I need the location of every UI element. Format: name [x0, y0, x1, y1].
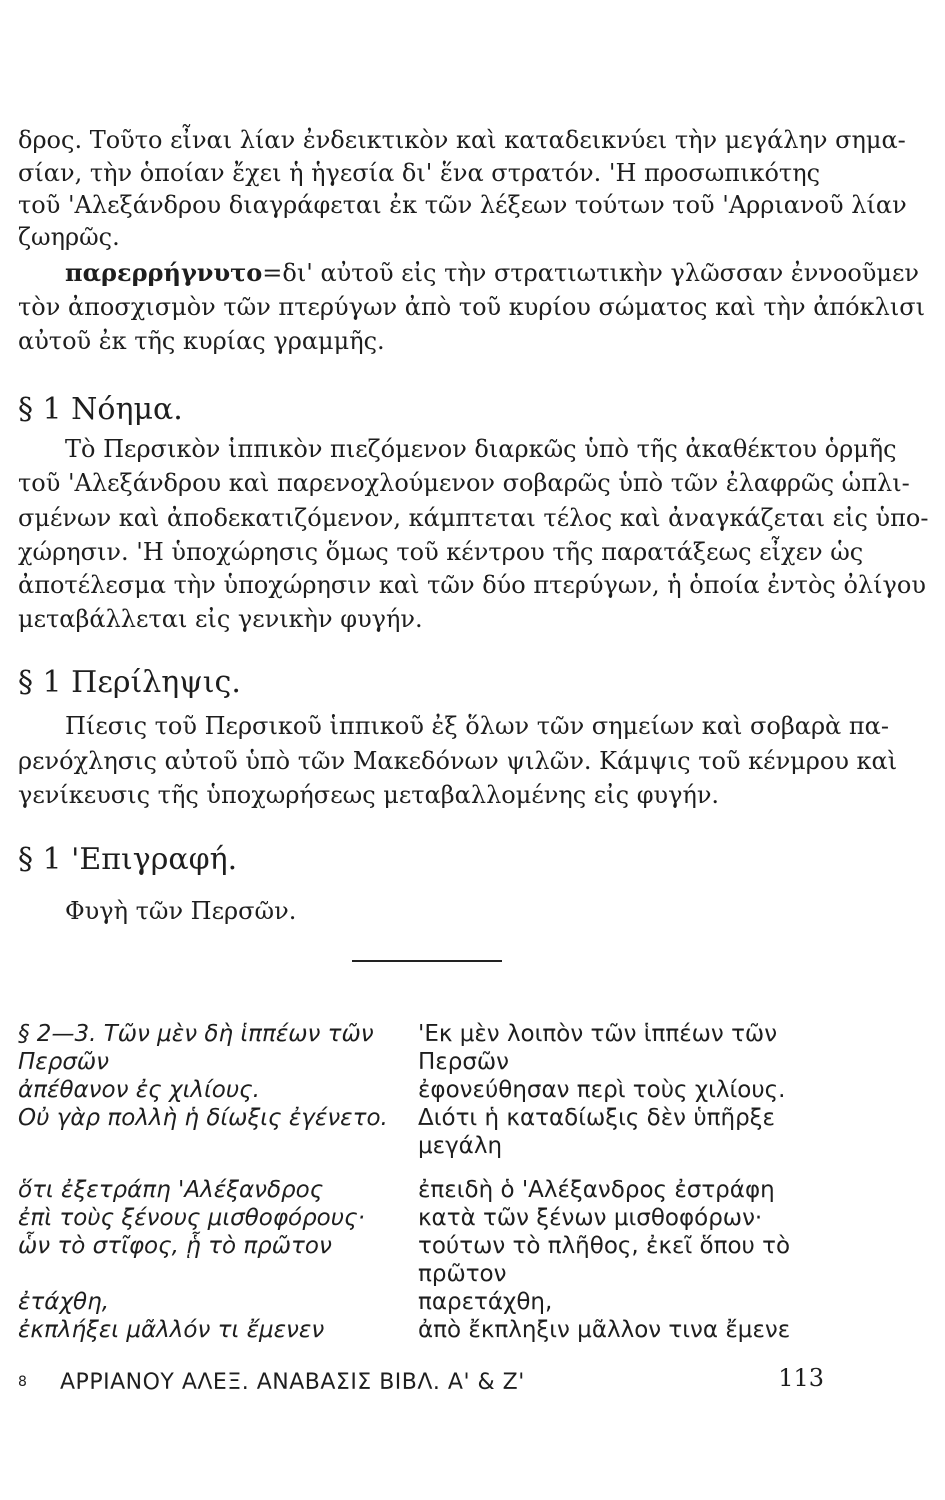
original-text-column [18, 1020, 403, 1344]
section-line: Φυγὴ τῶν Περσῶν. [65, 897, 297, 925]
section-line: σμένων καὶ ἀποδεκατιζόμενον, κάμπτεται τέλος καὶ ἀναγκάζεται εἰς ὑπο- [18, 504, 929, 532]
section-line: χώρησιν. 'Η ὑποχώρησις ὅμως τοῦ κέντρου τῆς παρατάξεως εἶχεν ὡς [18, 538, 864, 566]
section-line: ρενόχλησις αὐτοῦ ὑπὸ τῶν Μακεδόνων ψιλῶν. Κάμψις τοῦ κένμρου καὶ [18, 747, 898, 775]
original-line: ἀπέθανον ἐς χιλίους. [18, 1077, 260, 1103]
body-line: δρος. Τοῦτο εἶναι λίαν ἐνδεικτικὸν καὶ καταδεικνύει τὴν μεγάλην σημα- [18, 126, 906, 154]
page-number: 113 [778, 1364, 824, 1392]
term-def: =δι' αὐτοῦ εἰς τὴν στρατιωτικὴν γλῶσσαν ἐννοοῦμεν [262, 259, 919, 287]
original-line: ὅτι ἐξετράπη 'Αλέξανδρος [18, 1177, 324, 1203]
original-line: Περσῶν [18, 1049, 110, 1075]
spacer [18, 1160, 403, 1176]
running-title: ΑΡΡΙΑΝΟΥ ΑΛΕΞ. ΑΝΑΒΑΣΙΣ ΒΙΒΛ. Α' & Ζ' [60, 1370, 525, 1395]
original-line: Οὐ γὰρ πολλὴ ἡ δίωξις ἐγένετο. [18, 1105, 388, 1131]
translation-line: παρετάχθη, [418, 1289, 553, 1315]
translation-line: τούτων τὸ πλῆθος, ἐκεῖ ὅπου τὸ πρῶτον [418, 1233, 791, 1287]
body-line: σίαν, τὴν ὁποίαν ἔχει ἡ ἡγεσία δι' ἕνα στρατόν. 'Η προσωπικότης [18, 159, 821, 187]
section-line: ἀποτέλεσμα τὴν ὑποχώρησιν καὶ τῶν δύο πτερύγων, ἡ ὁποία ἐντὸς ὀλίγου [18, 571, 926, 599]
page-footer [18, 1364, 824, 1400]
translation-line: ἐφονεύθησαν περὶ τοὺς χιλίους. [418, 1077, 786, 1103]
original-line: ὧν τὸ στῖφος, ᾗ τὸ πρῶτον [18, 1233, 332, 1259]
original-line: ἐπὶ τοὺς ξένους μισθοφόρους· [18, 1205, 365, 1231]
original-line: ἐκπλήξει μᾶλλόν τι ἔμενεν [18, 1317, 325, 1343]
section-line: Πίεσις τοῦ Περσικοῦ ἱππικοῦ ἐξ ὅλων τῶν σημείων καὶ σοβαρὰ πα- [65, 712, 889, 740]
body-line: αὐτοῦ ἐκ τῆς κυρίας γραμμῆς. [18, 327, 385, 355]
section-heading-epigraphi: § 1 'Επιγραφή. [18, 842, 238, 877]
term-definition [65, 258, 919, 288]
signature-number: 8 [18, 1374, 27, 1390]
translation-column [418, 1020, 828, 1344]
translation-line: ἐπειδὴ ὁ 'Αλέξανδρος ἐστράφη [418, 1177, 775, 1203]
section-line: Τὸ Περσικὸν ἱππικὸν πιεζόμενον διαρκῶς ὑπὸ τῆς ἀκαθέκτου ὁρμῆς [65, 435, 897, 463]
term: παρερρήγνυτο [65, 258, 263, 287]
section-heading-perilipsis: § 1 Περίληψις. [18, 665, 241, 700]
section-heading-noima: § 1 Νόημα. [18, 392, 183, 427]
original-line: § 2—3. Τῶν μὲν δὴ ἱππέων τῶν [18, 1021, 374, 1047]
spacer [418, 1160, 828, 1176]
body-line: τοῦ 'Αλεξάνδρου διαγράφεται ἐκ τῶν λέξεων τούτων τοῦ 'Αρριανοῦ λίαν [18, 191, 907, 219]
section-line: τοῦ 'Αλεξάνδρου καὶ παρενοχλούμενον σοβαρῶς ὑπὸ τῶν ἐλαφρῶς ὡπλι- [18, 469, 910, 497]
translation-line: 'Εκ μὲν λοιπὸν τῶν ἱππέων τῶν Περσῶν [418, 1021, 778, 1075]
section-line: γενίκευσις τῆς ὑποχωρήσεως μεταβαλλομένης εἰς φυγήν. [18, 781, 720, 809]
divider-rule [352, 960, 502, 962]
section-line: μεταβάλλεται εἰς γενικὴν φυγήν. [18, 605, 423, 633]
body-line: ζωηρῶς. [18, 223, 120, 251]
body-line: τὸν ἀποσχισμὸν τῶν πτερύγων ἀπὸ τοῦ κυρίου σώματος καὶ τὴν ἀπόκλισι [18, 293, 926, 321]
translation-line: κατὰ τῶν ξένων μισθοφόρων· [418, 1205, 763, 1231]
translation-line: Διότι ἡ καταδίωξις δὲν ὑπῆρξε μεγάλη [418, 1105, 775, 1159]
original-line: ἐτάχθη, [18, 1289, 110, 1315]
translation-line: ἀπὸ ἔκπληξιν μᾶλλον τινα ἔμενε [418, 1317, 791, 1343]
